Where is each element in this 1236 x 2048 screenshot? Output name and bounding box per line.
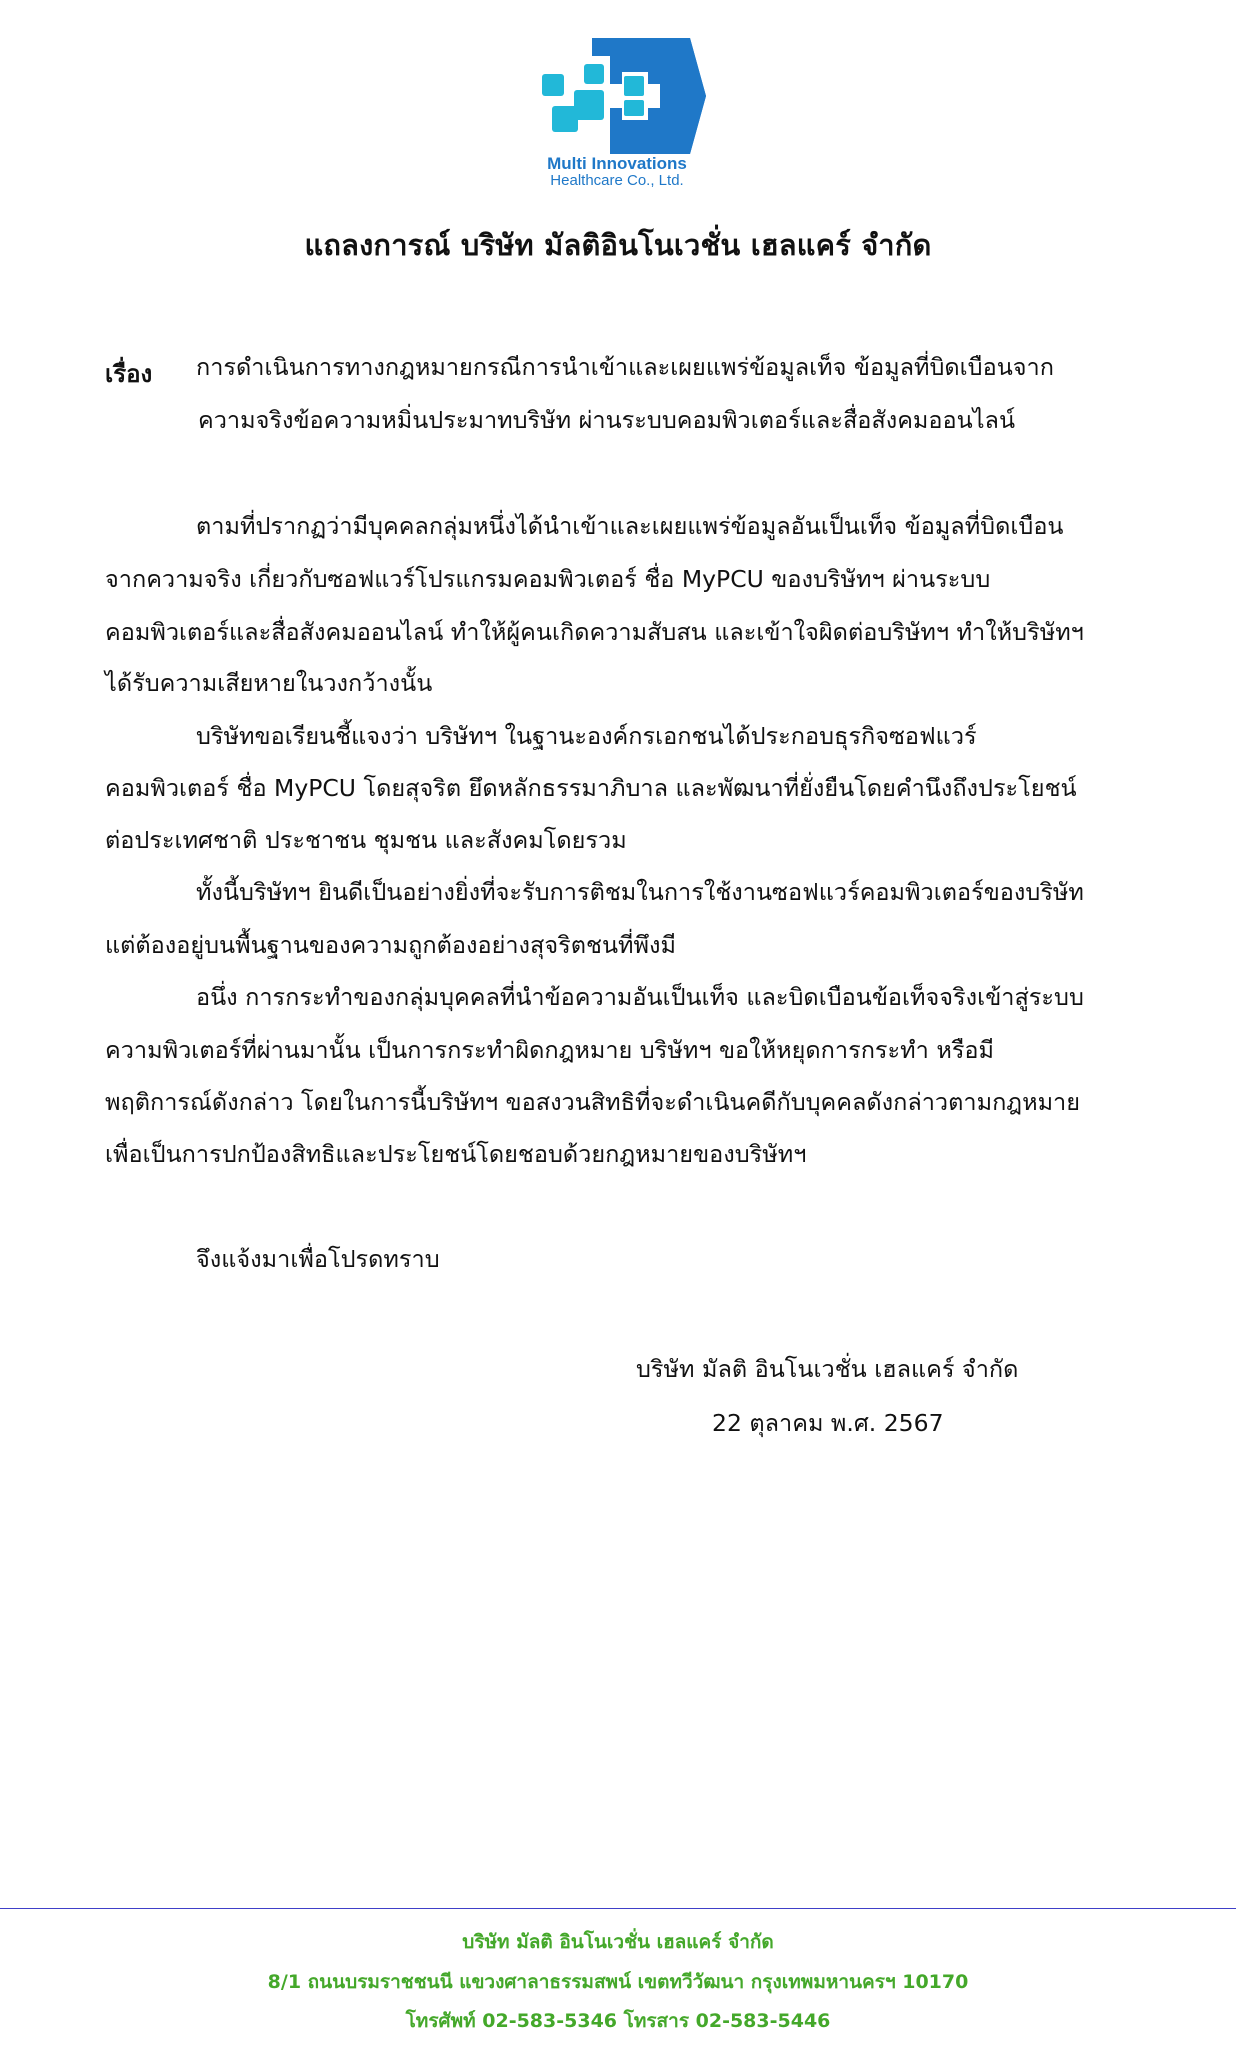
body-line: เพื่อเป็นการปกป้องสิทธิและประโยชน์โดยชอบด้วยกฎหมายของบริษัทฯ bbox=[105, 1140, 807, 1168]
subject-label: เรื่อง bbox=[105, 360, 153, 388]
signature-date: 22 ตุลาคม พ.ศ. 2567 bbox=[712, 1409, 944, 1437]
body-line: บริษัทขอเรียนชี้แจงว่า บริษัทฯ ในฐานะองค์กรเอกชนได้ประกอบธุรกิจซอฟแวร์ bbox=[196, 722, 977, 750]
body-line: ทั้งนี้บริษัทฯ ยินดีเป็นอย่างยิ่งที่จะรับการติชมในการใช้งานซอฟแวร์คอมพิวเตอร์ของบริษัท bbox=[196, 878, 1084, 906]
body-line: คอมพิวเตอร์ ชื่อ MyPCU โดยสุจริต ยึดหลักธรรมาภิบาล และพัฒนาที่ยั่งยืนโดยคำนึงถึงประโยชน์ bbox=[105, 774, 1077, 802]
subject-line: การดำเนินการทางกฎหมายกรณีการนำเข้าและเผยแพร่ข้อมูลเท็จ ข้อมูลที่บิดเบือนจาก bbox=[196, 353, 1054, 381]
body-line: อนึ่ง การกระทำของกลุ่มบุคคลที่นำข้อความอันเป็นเท็จ และบิดเบือนข้อเท็จจริงเข้าสู่ระบบ bbox=[196, 983, 1084, 1011]
logo-name-line2: Healthcare Co., Ltd. bbox=[550, 172, 684, 189]
footer-company: บริษัท มัลติ อินโนเวชั่น เฮลแคร์ จำกัด bbox=[462, 1931, 774, 1953]
subject-line: ความจริงข้อความหมิ่นประมาทบริษัท ผ่านระบบคอมพิวเตอร์และสื่อสังคมออนไลน์ bbox=[198, 406, 1016, 434]
logo-name-line1: Multi Innovations bbox=[547, 154, 687, 173]
footer-divider bbox=[0, 1908, 1236, 1909]
body-line: ความพิวเตอร์ที่ผ่านมานั้น เป็นการกระทำผิดกฎหมาย บริษัทฯ ขอให้หยุดการกระทำ หรือมี bbox=[105, 1036, 995, 1064]
closing-line: จึงแจ้งมาเพื่อโปรดทราบ bbox=[196, 1245, 440, 1273]
body-line: จากความจริง เกี่ยวกับซอฟแวร์โปรแกรมคอมพิวเตอร์ ชื่อ MyPCU ของบริษัทฯ ผ่านระบบ bbox=[105, 565, 991, 593]
logo-mark-icon bbox=[522, 38, 712, 154]
body-line: คอมพิวเตอร์และสื่อสังคมออนไลน์ ทำให้ผู้คนเกิดความสับสน และเข้าใจผิดต่อบริษัทฯ ทำให้บริษัทฯ bbox=[105, 618, 1084, 646]
company-logo bbox=[522, 38, 712, 190]
document-title: แถลงการณ์ บริษัท มัลติอินโนเวชั่น เฮลแคร์ จำกัด bbox=[304, 228, 932, 262]
body-line: ต่อประเทศชาติ ประชาชน ชุมชน และสังคมโดยรวม bbox=[105, 826, 627, 854]
body-line: พฤติการณ์ดังกล่าว โดยในการนี้บริษัทฯ ขอสงวนสิทธิที่จะดำเนินคดีกับบุคคลดังกล่าวตามกฎหมาย bbox=[105, 1088, 1081, 1116]
signature-company: บริษัท มัลติ อินโนเวชั่น เฮลแคร์ จำกัด bbox=[636, 1355, 1019, 1383]
body-line: แต่ต้องอยู่บนพื้นฐานของความถูกต้องอย่างสุจริตชนที่พึงมี bbox=[105, 931, 676, 959]
body-line: ตามที่ปรากฏว่ามีบุคคลกลุ่มหนึ่งได้นำเข้าและเผยแพร่ข้อมูลอันเป็นเท็จ ข้อมูลที่บิดเบือน bbox=[196, 512, 1064, 540]
footer-address: 8/1 ถนนบรมราชชนนี แขวงศาลาธรรมสพน์ เขตทวีวัฒนา กรุงเทพมหานครฯ 10170 bbox=[267, 1971, 969, 1993]
footer-contact: โทรศัพท์ 02-583-5346 โทรสาร 02-583-5446 bbox=[405, 2010, 831, 2032]
body-line: ได้รับความเสียหายในวงกว้างนั้น bbox=[105, 669, 433, 697]
